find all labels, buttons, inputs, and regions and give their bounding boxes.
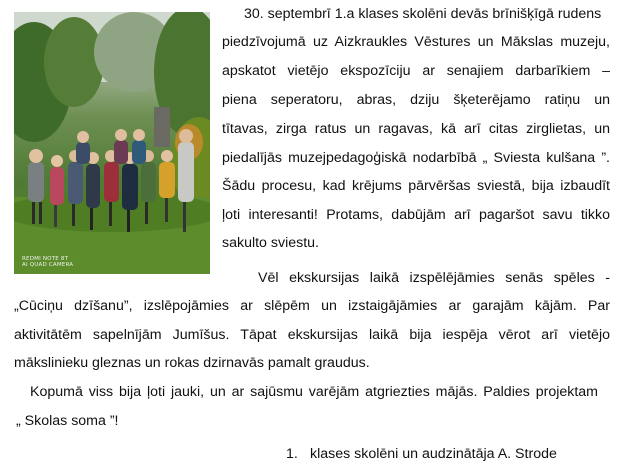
text-line: tītavas, zirga ratus un ragavas, kā arī citas zirglietas, un	[222, 121, 610, 137]
text-line: piedalījās muzejpedagoģiskā nodarbībā „ Sviesta kulšana ”.	[222, 150, 610, 166]
watermark-line-2: AI QUAD CAMERA	[22, 262, 74, 268]
text-line: mākslinieku gleznas un rokas dzirnavās pamalt graudus.	[14, 355, 370, 371]
text-line: ļoti interesanti! Protams, dabūjām arī pagaršot savu tikko	[222, 207, 610, 223]
text-line: piena seperatoru, abras, dziju šķeterējamo ratiņu un	[222, 92, 610, 108]
text-line: 30. septembrī 1.a klases skolēni devās brīnišķīgā rudens	[244, 6, 602, 22]
text-line: Vēl ekskursijas laikā izspēlējāmies senās spēles -	[258, 270, 610, 286]
text-line: „Cūciņu dzīšanu”, izslēpojāmies ar slēpēm un izstaigājāmies ar garajām kājām. Par	[14, 298, 610, 314]
signature-text: klases skolēni un audzinātāja A. Strode	[310, 446, 557, 462]
text-line: Kopumā viss bija ļoti jauki, un ar sajūsmu varējām atgriezties mājās. Paldies projektam	[30, 384, 598, 400]
text-line: aktivitātēm sapelnījām Jumīšus. Tāpat ekskursijas laikā bija iespēja vērot arī vietējo	[14, 327, 610, 343]
watermark-line-1: REDMI NOTE 8T	[22, 256, 69, 262]
text-line: apskatot vietējo ekspozīciju ar senajiem darbarīkiem –	[222, 63, 610, 79]
text-line: Šādu procesu, kad krējums pārvēršas sviestā, bija izbaudīt	[222, 178, 610, 194]
signature-number: 1.	[286, 446, 298, 462]
text-line: piedzīvojumā uz Aizkraukles Vēstures un Mākslas muzeju,	[222, 34, 610, 50]
class-group-photo	[14, 12, 210, 274]
text-line: sakulto sviestu.	[222, 235, 319, 251]
text-line: „ Skolas soma ”!	[16, 413, 119, 429]
photo-illustration	[14, 12, 210, 274]
camera-watermark	[22, 256, 73, 268]
